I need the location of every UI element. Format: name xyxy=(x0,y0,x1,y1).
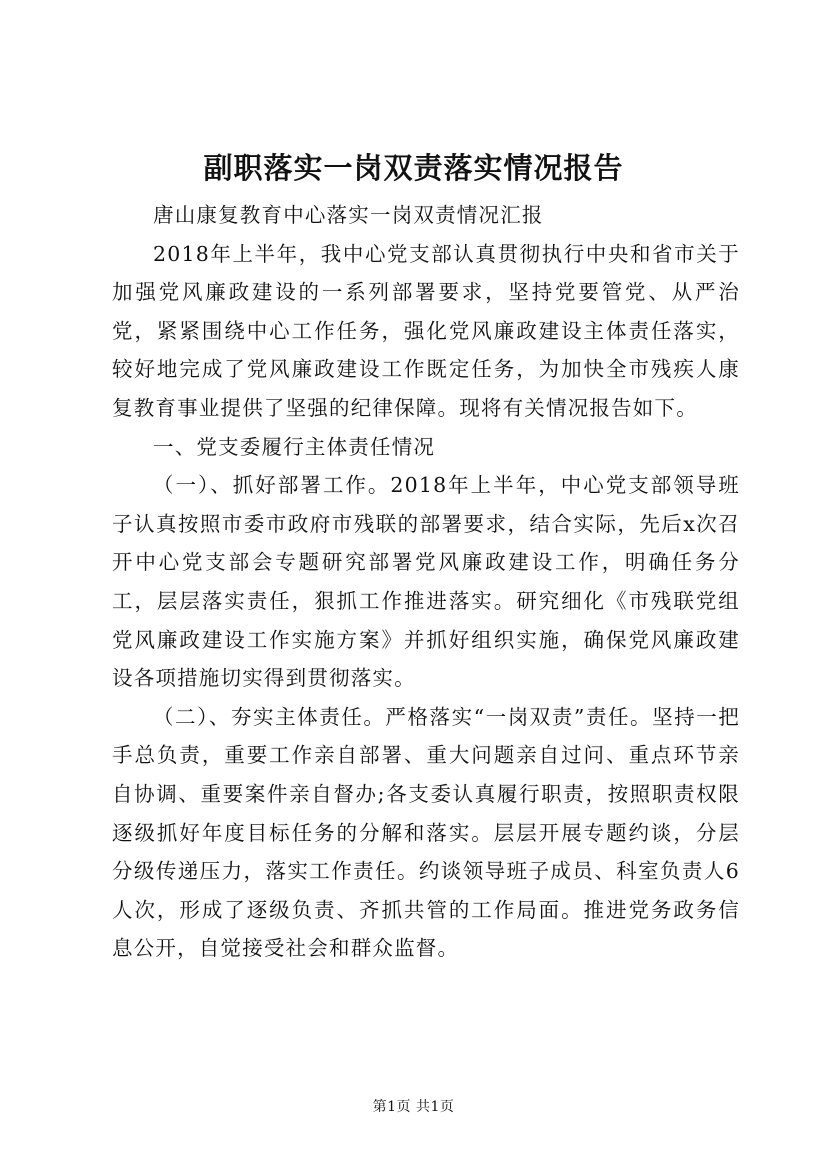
subtitle-paragraph: 唐山康复教育中心落实一岗双责情况汇报 xyxy=(153,203,544,227)
document-body xyxy=(112,196,740,968)
section-heading: 一、党支委履行主体责任情况 xyxy=(153,434,436,459)
body-paragraph: （二）、夯实主体责任。严格落实“一岗双责”责任。坚持一把手总负责，重要工作亲自部署、重大问题亲自过问、重点环节亲自协调、重要案件亲自督办;各支委认真履行职责，按照职责权限逐级抓好年度目标任务的分解和落实。层层开展专题约谈，分层分级传递压力，落实工作责任。约谈领导班子成员、科室负责人6人次，形成了逐级负责、齐抓共管的工作局面。推进党务政务信息公开，自觉接受社会和群众监督。 xyxy=(112,704,740,961)
document-title: 副职落实一岗双责落实情况报告 xyxy=(203,151,624,185)
body-paragraph: （一）、抓好部署工作。2018年上半年，中心党支部领导班子认真按照市委市政府市残联的部署要求，结合实际，先后x次召开中心党支部会专题研究部署党风廉政建设工作，明确任务分工，层层落实责任，狠抓工作推进落实。研究细化《市残联党组党风廉政建设工作实施方案》并抓好组织实施，确保党风廉政建设各项措施切实得到贯彻落实。 xyxy=(112,473,740,691)
intro-paragraph: 2018年上半年，我中心党支部认真贯彻执行中央和省市关于加强党风廉政建设的一系列部署要求，坚持党要管党、从严治党，紧紧围绕中心工作任务，强化党风廉政建设主体责任落实，较好地完成了党风廉政建设工作既定任务，为加快全市残疾人康复教育事业提供了坚强的纪律保障。现将有关情况报告如下。 xyxy=(112,241,740,420)
page-footer: 第1页 共1页 xyxy=(372,1099,455,1115)
